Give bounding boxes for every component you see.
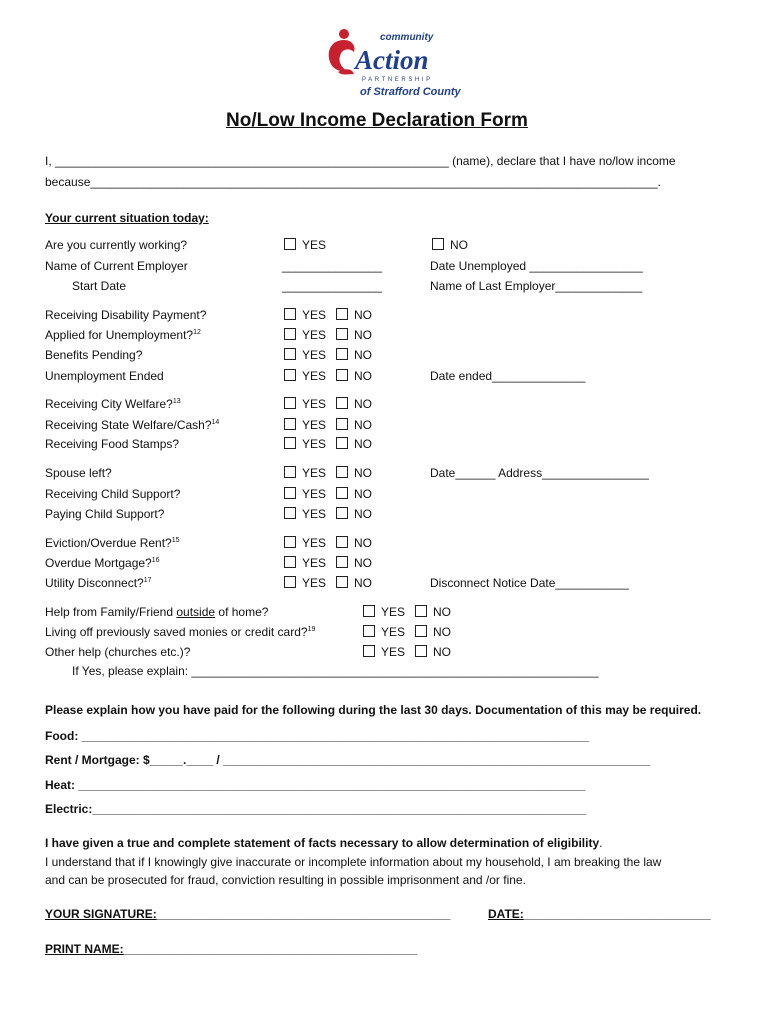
food-field[interactable]: Food: ____________________________________________________________________________ — [45, 729, 589, 743]
yes-label: YES — [381, 625, 406, 639]
spouse-left-question: Spouse left? — [45, 466, 112, 480]
unemployment-applied-question — [45, 328, 201, 342]
yes-label: YES — [302, 507, 327, 521]
date-blank[interactable]: ____________________________ — [523, 907, 711, 921]
savings-question — [45, 625, 315, 639]
name-declaration-line: I, ___________________________________________________________ (name), declare that I have no/low income — [45, 154, 676, 168]
yes-label: YES — [302, 418, 327, 432]
employer-label: Name of Current Employer — [45, 259, 188, 273]
no-checkbox[interactable] — [336, 418, 348, 430]
signature-blank[interactable]: ____________________________________________ — [156, 907, 451, 921]
yes-label: YES — [302, 437, 327, 451]
rent-mortgage-field[interactable]: Rent / Mortgage: $_____.____ / ________________________________________________________________ — [45, 753, 651, 767]
footnote-ref: 13 — [172, 398, 181, 405]
yes-checkbox[interactable] — [284, 576, 296, 588]
benefits-pending-question: Benefits Pending? — [45, 348, 143, 362]
yes-label: YES — [302, 487, 327, 501]
yes-checkbox[interactable] — [284, 348, 296, 360]
heat-field[interactable]: Heat: ____________________________________________________________________________ — [45, 778, 586, 792]
family-help-question — [45, 605, 268, 619]
logo-word-partnership: PARTNERSHIP — [362, 77, 433, 83]
yes-label: YES — [302, 576, 327, 590]
no-label: NO — [354, 437, 372, 451]
yes-checkbox[interactable] — [284, 308, 296, 320]
fraud-warning-line2: and can be prosecuted for fraud, conviction resulting in possible imprisonment and /or fine. — [45, 873, 526, 887]
print-name-blank[interactable]: ____________________________________________ — [123, 942, 418, 956]
no-checkbox[interactable] — [336, 487, 348, 499]
no-checkbox[interactable] — [336, 466, 348, 478]
date-field — [488, 907, 711, 921]
yes-checkbox[interactable] — [284, 369, 296, 381]
yes-label: YES — [381, 645, 406, 659]
no-checkbox[interactable] — [336, 397, 348, 409]
no-checkbox[interactable] — [336, 437, 348, 449]
no-label: NO — [354, 397, 372, 411]
signature-label: YOUR SIGNATURE: — [45, 907, 157, 921]
eviction-question — [45, 536, 180, 550]
certification-statement: I have given a true and complete statement of facts necessary to allow determination of eligibility. — [45, 836, 603, 850]
signature-field — [45, 907, 450, 921]
no-checkbox[interactable] — [336, 328, 348, 340]
question-emphasis: outside — [176, 605, 216, 619]
yes-label: YES — [302, 238, 327, 252]
question-text: Overdue Mortgage? — [45, 556, 152, 570]
footnote-ref: 16 — [151, 557, 160, 564]
date-unemployed-field[interactable]: Date Unemployed _________________ — [430, 259, 643, 273]
employer-blank[interactable]: _______________ — [282, 259, 383, 273]
no-label: NO — [354, 348, 372, 362]
logo-word-community: community — [380, 32, 434, 43]
no-checkbox[interactable] — [336, 308, 348, 320]
no-label: NO — [354, 308, 372, 322]
utility-disconnect-question — [45, 576, 152, 590]
receiving-child-support-question: Receiving Child Support? — [45, 487, 181, 501]
payments-heading: Please explain how you have paid for the following during the last 30 days. Documentation of this may be required. — [45, 703, 702, 717]
no-checkbox[interactable] — [336, 507, 348, 519]
yes-checkbox[interactable] — [284, 328, 296, 340]
no-label: NO — [354, 487, 372, 501]
disconnect-date-field[interactable]: Disconnect Notice Date___________ — [430, 576, 629, 590]
no-label: NO — [354, 576, 372, 590]
because-line: because_____________________________________________________________________________________. — [45, 175, 661, 189]
yes-checkbox[interactable] — [363, 605, 375, 617]
yes-label: YES — [302, 348, 327, 362]
electric-field[interactable]: Electric:__________________________________________________________________________ — [45, 802, 587, 816]
question-text: Utility Disconnect? — [45, 576, 144, 590]
yes-checkbox[interactable] — [284, 487, 296, 499]
date-address-field[interactable]: Date______ Address________________ — [430, 466, 649, 480]
no-checkbox[interactable] — [336, 369, 348, 381]
start-date-blank[interactable]: _______________ — [282, 279, 383, 293]
no-label: NO — [354, 418, 372, 432]
no-label: NO — [433, 645, 451, 659]
question-text: of home? — [215, 605, 269, 619]
yes-label: YES — [302, 308, 327, 322]
no-label: NO — [433, 625, 451, 639]
no-checkbox[interactable] — [415, 605, 427, 617]
yes-checkbox[interactable] — [284, 437, 296, 449]
yes-checkbox[interactable] — [363, 625, 375, 637]
working-yes-checkbox[interactable] — [284, 238, 296, 250]
footnote-ref: 17 — [143, 577, 152, 584]
date-label: DATE: — [488, 907, 524, 921]
yes-label: YES — [302, 536, 327, 550]
no-label: NO — [354, 328, 372, 342]
community-action-logo — [322, 28, 461, 100]
paying-child-support-question: Paying Child Support? — [45, 507, 165, 521]
state-welfare-question — [45, 418, 219, 432]
start-date-label: Start Date — [72, 279, 127, 293]
question-text: Help from Family/Friend — [45, 605, 177, 619]
no-label: NO — [433, 605, 451, 619]
yes-label: YES — [381, 605, 406, 619]
no-label: NO — [354, 556, 372, 570]
question-text: Receiving City Welfare? — [45, 397, 173, 411]
no-checkbox[interactable] — [336, 576, 348, 588]
yes-checkbox[interactable] — [284, 397, 296, 409]
yes-checkbox[interactable] — [284, 536, 296, 548]
yes-label: YES — [302, 328, 327, 342]
no-label: NO — [354, 507, 372, 521]
question-text: Living off previously saved monies or credit card? — [45, 625, 308, 639]
no-checkbox[interactable] — [336, 536, 348, 548]
logo-word-county: of Strafford County — [360, 86, 461, 98]
date-ended-field[interactable]: Date ended______________ — [430, 369, 586, 383]
yes-checkbox[interactable] — [284, 556, 296, 568]
statement-bold: I have given a true and complete statement of facts necessary to allow determination of eligibility — [45, 836, 600, 850]
question-text: Receiving State Welfare/Cash? — [45, 418, 212, 432]
unemployment-ended-question: Unemployment Ended — [45, 369, 164, 383]
no-label: NO — [354, 466, 372, 480]
question-text: Applied for Unemployment? — [45, 328, 194, 342]
yes-checkbox[interactable] — [363, 645, 375, 657]
footnote-ref: 15 — [171, 537, 180, 544]
fraud-warning-line1: I understand that if I knowingly give inaccurate or incomplete information about my household, I am breaking the law — [45, 855, 662, 869]
working-question: Are you currently working? — [45, 238, 188, 252]
no-label: NO — [450, 238, 468, 252]
print-name-label: PRINT NAME: — [45, 942, 124, 956]
no-label: NO — [354, 369, 372, 383]
disability-question: Receiving Disability Payment? — [45, 308, 207, 322]
no-checkbox[interactable] — [336, 348, 348, 360]
other-help-question: Other help (churches etc.)? — [45, 645, 191, 659]
explain-field[interactable]: If Yes, please explain: _____________________________________________________________ — [72, 664, 599, 678]
no-checkbox[interactable] — [415, 625, 427, 637]
question-text: Eviction/Overdue Rent? — [45, 536, 172, 550]
no-checkbox[interactable] — [336, 556, 348, 568]
yes-label: YES — [302, 556, 327, 570]
overdue-mortgage-question — [45, 556, 160, 570]
footnote-ref: 12 — [193, 329, 201, 336]
no-label: NO — [354, 536, 372, 550]
yes-label: YES — [302, 369, 327, 383]
yes-checkbox[interactable] — [284, 466, 296, 478]
footnote-ref: 19 — [307, 626, 316, 633]
yes-label: YES — [302, 397, 327, 411]
working-no-checkbox[interactable] — [432, 238, 444, 250]
yes-label: YES — [302, 466, 327, 480]
print-name-field — [45, 942, 417, 956]
food-stamps-question: Receiving Food Stamps? — [45, 437, 180, 451]
city-welfare-question — [45, 397, 181, 411]
yes-checkbox[interactable] — [284, 507, 296, 519]
yes-checkbox[interactable] — [284, 418, 296, 430]
logo-word-action: Action — [355, 45, 429, 75]
page-title: No/Low Income Declaration Form — [226, 110, 528, 131]
last-employer-field[interactable]: Name of Last Employer_____________ — [430, 279, 643, 293]
footnote-ref: 14 — [211, 419, 220, 426]
section-heading: Your current situation today: — [45, 211, 209, 225]
no-checkbox[interactable] — [415, 645, 427, 657]
